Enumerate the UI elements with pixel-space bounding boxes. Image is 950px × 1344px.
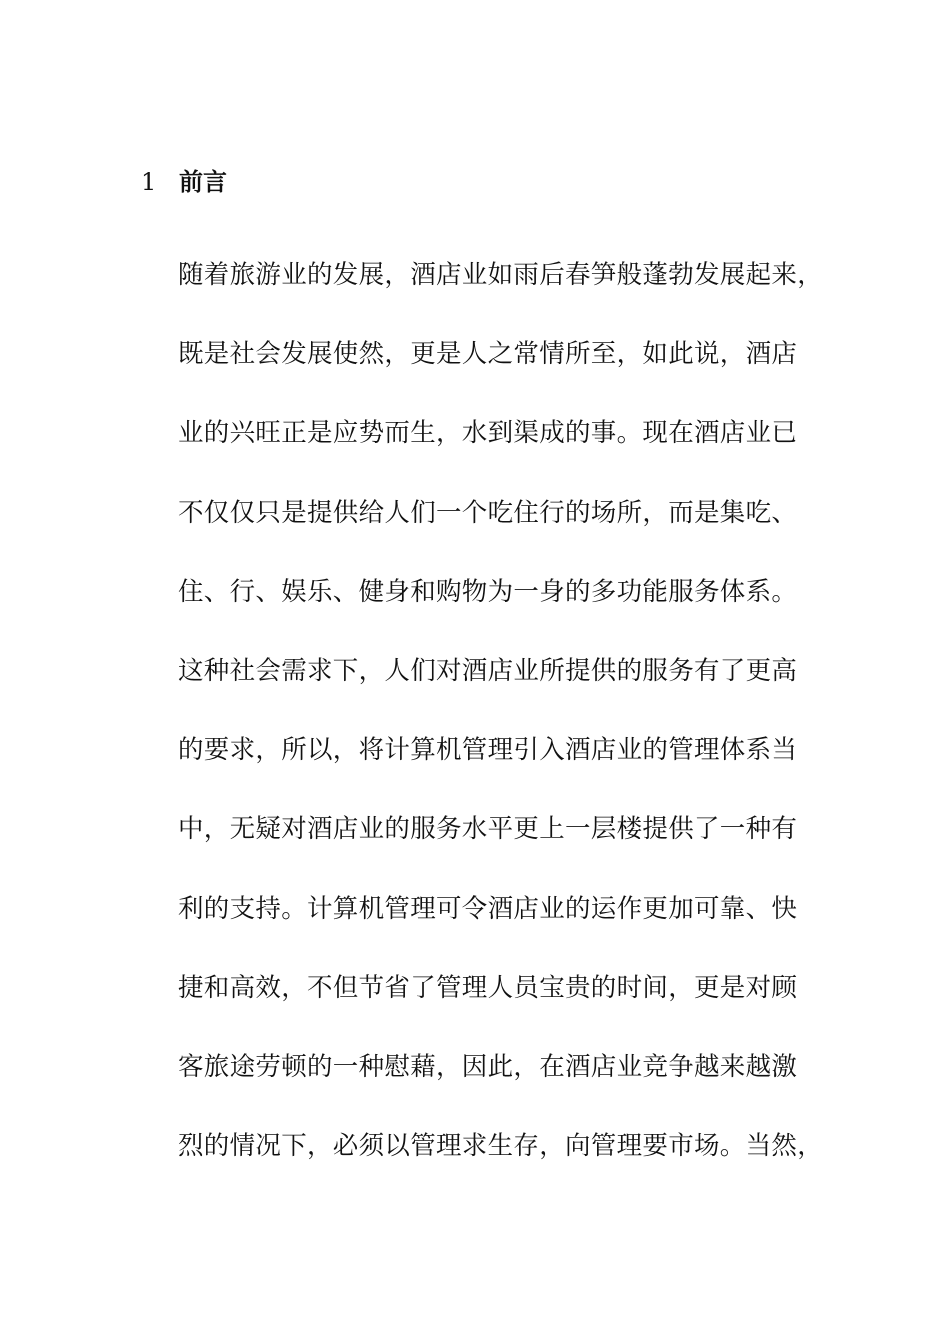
section-heading xyxy=(141,162,227,202)
body-line: 捷和高效，不但节省了管理人员宝贵的时间，更是对顾 xyxy=(178,972,798,1003)
body-line: 利的支持。计算机管理可令酒店业的运作更加可靠、快 xyxy=(178,893,798,924)
body-line: 中，无疑对酒店业的服务水平更上一层楼提供了一种有 xyxy=(178,814,798,845)
body-line: 既是社会发展使然，更是人之常情所至，如此说，酒店 xyxy=(178,339,798,370)
body-line: 客旅途劳顿的一种慰藉，因此，在酒店业竞争越来越激 xyxy=(178,1051,798,1082)
body-line: 这种社会需求下，人们对酒店业所提供的服务有了更高 xyxy=(178,655,798,686)
body-line: 随着旅游业的发展，酒店业如雨后春笋般蓬勃发展起来， xyxy=(178,260,824,290)
body-paragraph xyxy=(178,252,838,1202)
section-title: 前言 xyxy=(179,167,227,196)
section-number: 1 xyxy=(141,168,157,196)
body-line: 烈的情况下，必须以管理求生存，向管理要市场。当然， xyxy=(178,1131,824,1162)
body-line: 的要求，所以，将计算机管理引入酒店业的管理体系当 xyxy=(178,735,798,766)
body-line: 不仅仅只是提供给人们一个吃住行的场所，而是集吃、 xyxy=(178,497,798,528)
body-line: 业的兴旺正是应势而生，水到渠成的事。现在酒店业已 xyxy=(178,418,798,449)
body-line: 住、行、娱乐、健身和购物为一身的多功能服务体系。 xyxy=(178,576,798,607)
